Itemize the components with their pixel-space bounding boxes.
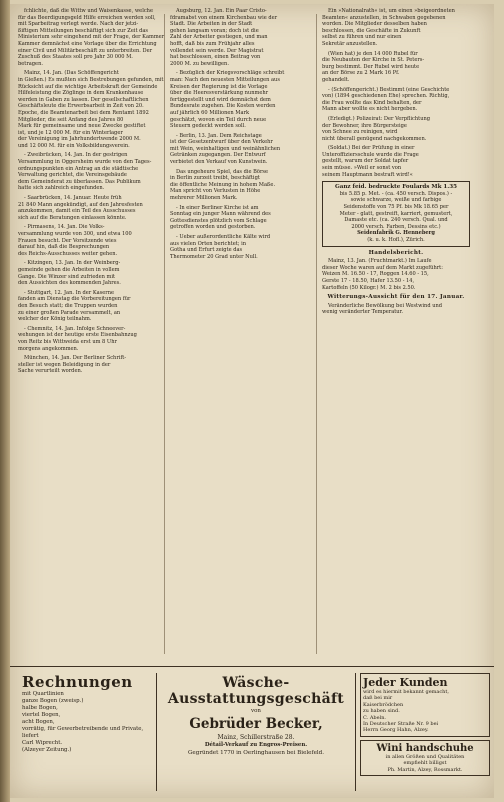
article-paragraph (322, 116, 470, 142)
article-paragraph (18, 326, 166, 352)
text-line: Kammer demnächst eine Vorlage über die Errichtung (18, 40, 157, 47)
ad-kaiserbroedchen-title: Jeder Kunden (363, 676, 448, 689)
text-line: 2000 M. zu bewilligen. (170, 60, 229, 67)
text-line: (Soldat.) Bei der Prüfung in einer (328, 145, 415, 152)
text-line: Verwaltung gerichtet, die Vereinsgebäude (18, 172, 127, 179)
text-line: ßiftigen Mitteilungen beschäftigt sich zur Zeit das (18, 27, 149, 34)
text-line: Mann aber wollte es nicht hergeben. (322, 106, 418, 113)
article-paragraph (18, 8, 166, 67)
ad-waesche-company: Gebrüder Becker, (189, 716, 323, 732)
text-line: - In einer Berliner Kirche ist am (176, 204, 259, 211)
ad-text-row: Ph. Martin, Alzey, Rossmarkt. (387, 766, 463, 773)
ad-text-row: in allen Größen und Qualitäten (385, 753, 465, 760)
ad-foulards-box (322, 181, 470, 246)
text-line: von) (1894 geschiedenen Ehe) sprechen. Richtig, (322, 93, 450, 100)
text-line: (Wien hat) je den 14 000 Rubel für (328, 50, 418, 57)
text-line: gehandelt. (322, 76, 350, 83)
ad-text-row: Kaiserbrödchen (363, 701, 404, 708)
text-line: - Zweibrücken, 14. Jan. In der gestrigen (24, 152, 128, 159)
text-line: steller ist wegen Beleidigung in der (18, 361, 111, 368)
text-line: gehen langsam voran; doch ist die (170, 27, 259, 34)
text-line: an der Börse zu 2 Mark 16 Pf. (322, 70, 400, 77)
text-line: dem Gemeinderat zu überlassen. Das Publikum (18, 178, 141, 185)
text-line: die Frau wollte das Kind behalten, der (322, 99, 422, 106)
ad-foulards-line: bis 5.85 p. Met. - (ca. 450 versch. Dispos.) - (339, 190, 453, 197)
text-line: Gotha und Erfurt zeigte das (170, 247, 243, 254)
ad-foulards-line: Meter - glatt, gestreift, karriert, gemustert, (339, 210, 453, 217)
text-line: Mainz, 14. Jan. (Das Schöffengericht (24, 70, 119, 77)
text-line: von Schnee zu reinigen, wird (322, 129, 398, 136)
text-line: Getränken zugegangen. Der Entwurf (170, 152, 266, 159)
text-line: Augsburg, 12. Jan. Ein Paar Cristo- (176, 8, 267, 14)
text-line: - Stuttgart, 12. Jan. In der Kaserne (24, 289, 115, 296)
text-line: verbietet den Verkauf von Kunstwein. (170, 159, 268, 166)
text-line: werden in Gaben zu lassen. Der gesellschaftlichen (18, 96, 149, 103)
market-report-heading: Handelsbericht. (368, 249, 424, 256)
text-line: geschätzt, wovon ein Teil durch neue (170, 116, 267, 123)
ad-foulards-footer2: (k. u. k. Hofl.), Zürich. (367, 237, 425, 243)
text-line: Ministerium sehr eingehend mit der Frage, der Kammer (18, 34, 165, 41)
text-line: ist, und je 12 000 M. für ein Winterlager (18, 129, 123, 136)
text-line: Beamten« anzustellen, in Schwaben gegebenen (322, 14, 446, 21)
text-line: Mark für gemeinsame und neue Zwecke gestiftet (18, 123, 146, 130)
article-paragraph (170, 133, 318, 166)
text-line: Hilfeleistung die Zöglinge in dem Krankenhause (18, 90, 144, 97)
text-line: Ein »Nationalrath« ist, um einen »beigeordneten (328, 8, 455, 14)
text-line: Rücksicht auf die wichtige Arbeitskraft der Gemeinde (18, 83, 158, 90)
text-line: - Pirmasens, 14. Jan. Die Volks- (24, 224, 105, 231)
ad-text-row: daß bei mir (363, 695, 393, 702)
text-line: fanden am Dienstag die Vorbereitungen für (18, 296, 131, 303)
text-line: sein müsse. »Weil er sonst von (322, 165, 402, 172)
text-line: Man spricht von Verlusten in Höhe (170, 188, 261, 195)
text-line: betragen. (18, 60, 43, 67)
text-line: - Chemnitz, 14. Jan. Infolge Schneever- (24, 325, 126, 332)
text-line: ordnungspunkten ein Antrag an die städtische (18, 165, 139, 172)
ad-right (360, 673, 490, 791)
column-right (322, 8, 470, 658)
text-line: ist der Gesetzentwurf über den Verkehr (170, 139, 273, 146)
text-line: Mainz, 13. Jan. (Fruchtmarkt.) Im Laufe (328, 258, 432, 265)
text-line: von Reitz bis Wittweida erst um 8 Uhr (18, 338, 117, 345)
text-line: - Bezüglich der Kriegsvorschläge schreibt (176, 70, 285, 77)
article-paragraph (170, 234, 318, 260)
text-line: wenig veränderter Temperatur. (322, 309, 404, 316)
text-line: gemeinde gehen die Arbeiten in vollem (18, 266, 120, 273)
article-paragraph (322, 145, 470, 178)
text-line: Epoche, die Beamtenarbeit bei dem Rentamt 1892 (18, 109, 149, 116)
text-line: fertiggestellt und wird demnächst dem (170, 96, 271, 103)
article-paragraph (18, 195, 166, 221)
text-line: zu einer großen Parade versammelt, an (18, 309, 121, 316)
ad-text-row: acht Bogen, (22, 719, 55, 725)
text-line: worden. Die Mitglieder desselben haben (322, 21, 427, 28)
article-paragraph (322, 8, 470, 48)
text-line: hat beschlossen, einen Beitrag von (170, 54, 261, 61)
text-line: Mitglieder, die seit Anfang des Jahres 80 (18, 116, 124, 123)
text-line: - Saarbrücken, 14. Januar. Heute früh (24, 195, 122, 202)
ad-kaiserbroedchen (360, 673, 490, 737)
article-paragraph (170, 8, 318, 67)
text-line: mehrerer Millionen Mark. (170, 195, 238, 202)
text-line: welcher der König teilnahm. (18, 316, 92, 323)
ad-waesche (156, 673, 356, 791)
text-line: Kreisen der Regierung ist die Vorlage (170, 83, 268, 90)
ad-foulards-title: Ganz feid. bedruckte Foulards Mk 1.35 (334, 184, 458, 191)
article-paragraph (170, 205, 318, 231)
text-line: getroffen worden und gestorben. (170, 224, 256, 231)
ad-waesche-detail: Détail-Verkauf zu Engros-Preisen. (204, 742, 308, 748)
text-line: man: Nach den neuesten Mitteilungen aus (170, 76, 280, 83)
text-line: darauf hin, daß die Besprechungen (18, 244, 110, 251)
text-line: Weizen M. 16.50 - 17, Roggen 14.60 - 15, (322, 271, 429, 278)
text-line: fchlichte, daß die Wittw und Waisenkasse, welche (24, 8, 153, 14)
ad-handschuhe-title: Wini handschuhe (376, 742, 474, 754)
text-line: sich auf die Beratungen einlassen könnte. (18, 214, 127, 221)
ad-text-row: wird es hiermit bekannt gemacht, (363, 689, 449, 695)
ad-handschuhe (360, 740, 490, 776)
column-middle (170, 8, 318, 658)
text-line: Unteroffiziersschule wurde die Frage (322, 151, 419, 158)
text-line: der Bewohner, ihre Bürgersteige (322, 122, 407, 129)
text-line: auf jährlich 60 Millionen Mark (170, 109, 250, 116)
text-line: Frauen besucht. Der Vorsitzende wies (18, 237, 117, 244)
text-line: Stadt. Die Arbeiten in der Stadt (170, 21, 253, 28)
ad-rechnungen-title: Rechnungen (22, 673, 133, 691)
text-line: mit Wein, weinhaltigen und weinähnlichen (170, 145, 281, 152)
text-line: Gange. Die Winzer sind zufrieden mit (18, 273, 116, 280)
ad-waesche-address: Mainz, Schillerstraße 28. (217, 734, 295, 741)
text-line: Das ungeheure Spiel, das die Börse (176, 168, 269, 175)
text-line: des Reichs-Ausschusses weiter gehen. (18, 250, 118, 257)
text-line: (Erledigt.) Polizeirat: Der Verpflichtung (328, 115, 431, 122)
text-line: - Kitzingen, 13. Jan. In der Weinberg- (24, 260, 121, 267)
article-paragraph (322, 51, 470, 84)
weather-heading: Witterungs-Aussicht für den 17. Januar. (327, 294, 465, 301)
text-line: München, 14. Jan. Der Berliner Schrift- (24, 355, 127, 362)
ad-rechnungen (22, 673, 150, 791)
text-line: Gerste 17 - 18.50, Hafer 13.50 - 14, (322, 277, 415, 284)
text-line: hatte sich zahlreich eingefunden. (18, 185, 105, 192)
text-line: Gottesdienstes plötzlich vom Schlage (170, 217, 267, 224)
ad-text-row: vorrätig, für Gewerbetreibende und Private, liefert (22, 726, 144, 739)
text-line: 21 840 Mann angekündigt, auf den Jahresfesten (18, 201, 143, 208)
ad-text-row: empfiehlt billigst (403, 760, 447, 767)
text-line: versammlung wurde von 300, und etwa 100 (18, 231, 132, 237)
column-left (18, 8, 166, 658)
article-paragraph (18, 355, 166, 375)
text-line: Zuschuß des Staates soll pro Jahr 30 000 M. (18, 54, 133, 61)
text-line: und 12 000 M. für ein Volksbildungsverein. (18, 142, 130, 149)
article-paragraph (18, 260, 166, 286)
ad-text-row: Carl Wiprecht. (22, 740, 63, 746)
text-line: aus vielen Orten berichtet; in (170, 240, 247, 247)
text-line: die öffentliche Meinung in hohem Maße. (170, 181, 276, 188)
text-line: Kartoffeln (50 Kilogr.) M. 2 bis 2.50. (322, 284, 416, 291)
text-line: morgens angekommen. (18, 345, 79, 352)
text-line: Versammlung in Oggersheim wurde von den Tages- (18, 159, 152, 166)
ad-foulards-line: Seidenstoffe von 75 Pf. bis Mk 18.65 per (343, 204, 449, 211)
text-line: seinem Hauptmann bestraft wird!« (322, 171, 413, 178)
ad-text-row: mit Quartlinien (22, 691, 64, 697)
text-line: hofft, daß bis zum Frühjahr alles (170, 40, 255, 47)
article-paragraph (18, 290, 166, 323)
article-paragraph (18, 70, 166, 149)
ad-text-row: In Deutscher Straße Nr. 9 bei (363, 721, 439, 728)
text-line: in Berlin zurzeit treibt, beschäftigt (170, 175, 260, 182)
text-line: Bundesrate zugehen. Die Kosten werden (170, 103, 276, 110)
article-paragraph (18, 224, 166, 257)
text-line: vollendet sein werde. Der Magistrat (170, 47, 264, 54)
text-line: wehungen ist der heutige erste Eisenbahnzug (18, 332, 137, 339)
text-line: fdramabst von einem Kirchenbau wie der (170, 14, 278, 21)
article-paragraph (322, 258, 470, 291)
text-line: Geschäftsleute die Erwerbsarbeit in Zeit von 20. (18, 103, 144, 110)
book-spine-edge (0, 0, 10, 802)
text-line: - (Schöffengericht.) Bestimmt (eine Geschichte (328, 86, 450, 93)
ad-text-row: (Alzeyer Zeitung.) (22, 747, 72, 753)
text-line: Sekretär anzustellen. (322, 40, 378, 47)
text-line: Steuern gedeckt werden soll. (170, 123, 246, 130)
text-line: burg bestimmt. Der Rubel wird heute (322, 63, 420, 70)
text-line: - Berlin, 13. Jan. Dem Reichstage (176, 132, 262, 139)
text-line: dieser Woche waren auf dem Markt zugeführt: (322, 264, 443, 271)
text-line: nicht überall genügend nachgekommen. (322, 135, 427, 142)
ad-text-row: C. Abeln. (363, 714, 387, 721)
ad-waesche-von: von (251, 708, 261, 714)
article-paragraph (18, 152, 166, 192)
article-paragraph (170, 169, 318, 202)
ad-text-row: viertel Bogen, (22, 712, 61, 718)
ad-text-row: halbe Bogen, (22, 705, 58, 711)
text-line: Sonntag ein junger Mann während des (170, 211, 271, 218)
text-line: - Ueber außerordentliche Kälte wird (176, 234, 271, 240)
text-line: den Besuch statt; die Truppen wurden (18, 302, 118, 309)
article-paragraph (322, 87, 470, 113)
text-line: einer Civil und Militärbeschäft zu unterbreiten. Der (18, 47, 153, 54)
text-line: über die Heeresverstärkung nunmehr (170, 90, 269, 97)
ad-waesche-founded: Gegründet 1770 in Oerlinghausen bei Bielefeld. (187, 750, 325, 756)
text-line: für das Beerdigungsgeld Hilfe erreichen werden soll, (18, 14, 156, 21)
text-line: Veränderliche Bewölkung bei Westwind und (328, 302, 443, 309)
ad-text-row: ganze Bogen (zweisp.) (22, 698, 84, 704)
text-line: anzukommen, damit ein Teil des Ausschusses (18, 208, 136, 215)
ad-text-row: Herrn Georg Hahn, Alzey. (363, 727, 429, 734)
text-line: die Neubauten der Kirche in St. Peters- (322, 57, 425, 64)
ad-foulards-footer: Seidenfabrik G. Henneberg (357, 230, 435, 237)
text-line: selbst zu führen und nur einen (322, 34, 402, 41)
text-line: gestellt, warum der Soldat tapfer (322, 158, 409, 165)
text-line: den Aussichten des kommenden Jahres. (18, 280, 121, 287)
ad-waesche-title: Wäsche-Ausstattungsgeschäft (167, 675, 345, 707)
article-paragraph (170, 70, 318, 129)
ad-text-row: zu haben sind. (363, 708, 400, 715)
text-line: der Vereinigung im Jahrhundertwende 2000 M. (18, 136, 141, 143)
ad-foulards-line: Damaste etc. (ca. 240 versch. Qual. und (344, 217, 448, 224)
text-line: Thermometer 20 Grad unter Null. (170, 253, 258, 260)
ad-foulards-line: 2000 versch. Farben, Dessins etc.) (351, 223, 441, 230)
text-line: mit Sparbeitrag verlegt werde. Nach der jetzi- (18, 21, 139, 28)
advertisements-strip (10, 666, 494, 797)
text-line: Zahl der Arbeiter gestiegen, und man (170, 34, 268, 41)
ad-foulards-line: sowie schwarze, weiße und farbige (350, 197, 442, 204)
text-line: Sache verurteilt worden. (18, 368, 83, 375)
text-line: beschlossen, die Geschäfte in Zukunft (322, 27, 421, 34)
article-paragraph (322, 303, 470, 316)
text-line: in Gießen.) Es mußten sich Bestrebungen gefunden, mit (18, 76, 164, 83)
